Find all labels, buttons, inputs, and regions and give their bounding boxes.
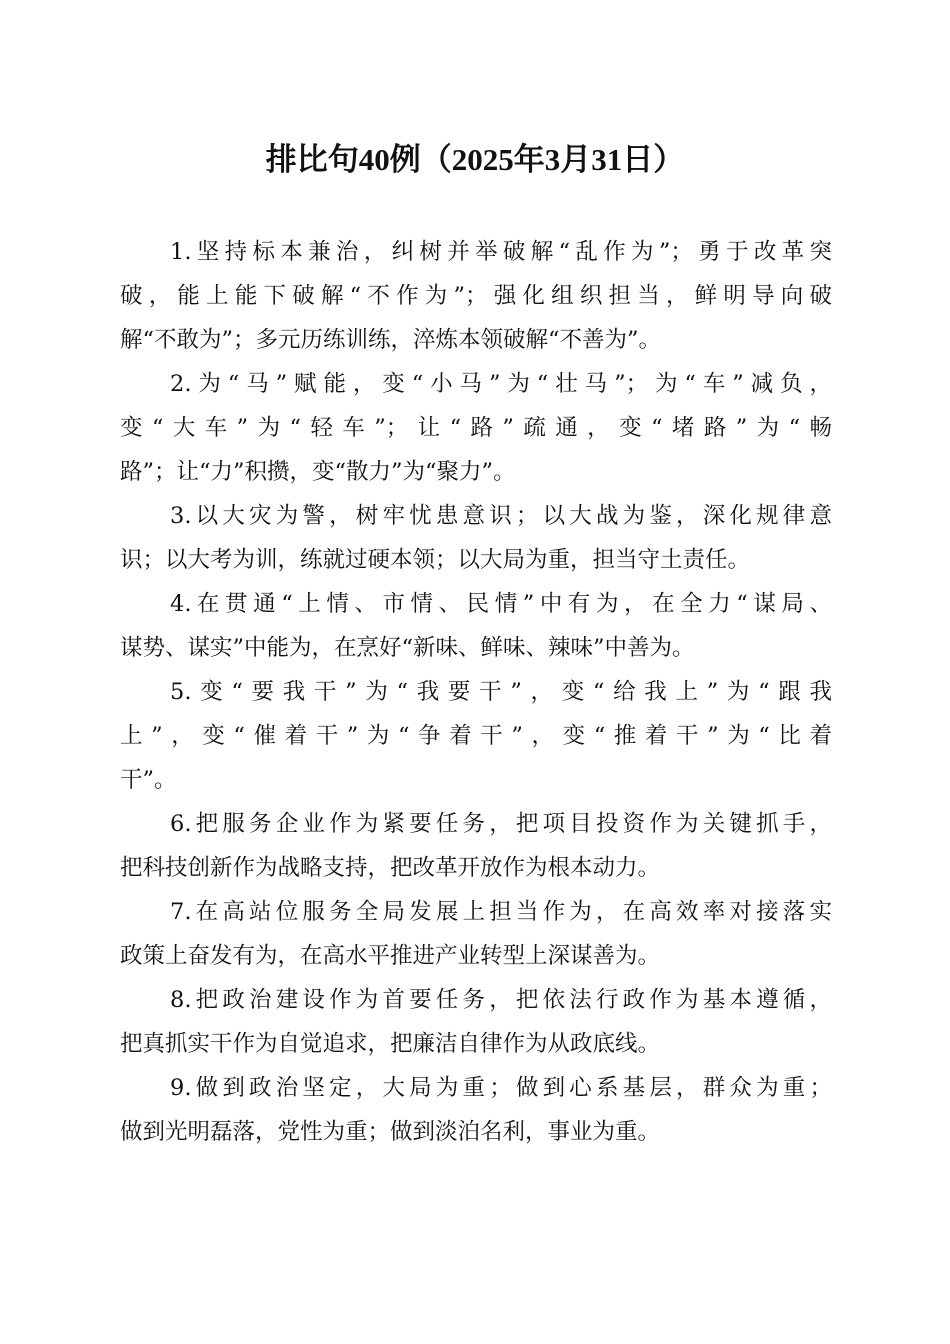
paragraph-line: 变“大车”为“轻车”；让“路”疏通，变“堵路”为“畅 [120, 415, 832, 441]
paragraph-line: 6.把服务企业作为紧要任务，把项目投资作为关键抓手， [170, 811, 832, 837]
paragraph-item [120, 978, 832, 1066]
paragraph-line: 5.变“要我干”为“我要干”，变“给我上”为“跟我 [170, 679, 832, 705]
paragraph-line: 把科技创新作为战略支持，把改革开放作为根本动力。 [120, 855, 661, 881]
paragraph-line: 识；以大考为训，练就过硬本领；以大局为重，担当守土责任。 [120, 547, 751, 573]
paragraph-item [120, 494, 832, 582]
paragraph-item [120, 670, 832, 802]
paragraph-line: 3.以大灾为警，树牢忧患意识；以大战为鉴，深化规律意 [170, 503, 832, 529]
paragraph-line: 解“不敢为”；多元历练训练，淬炼本领破解“不善为”。 [120, 327, 662, 353]
paragraph-line: 政策上奋发有为，在高水平推进产业转型上深谋善为。 [120, 943, 661, 969]
paragraph-item [120, 362, 832, 494]
paragraph-line: 干”。 [120, 767, 177, 793]
document-body [120, 230, 832, 1154]
document-title: 排比句40例（2025年3月31日） [265, 142, 685, 177]
paragraph-line: 2.为“马”赋能，变“小马”为“壮马”；为“车”减负， [170, 371, 832, 397]
paragraph-line: 路”；让“力”积攒，变“散力”为“聚力”。 [120, 459, 516, 485]
paragraph-line: 4.在贯通“上情、市情、民情”中有为，在全力“谋局、 [170, 591, 832, 617]
paragraph-line: 谋势、谋实”中能为，在烹好“新味、鲜味、辣味”中善为。 [120, 635, 695, 661]
paragraph-item [120, 582, 832, 670]
paragraph-line: 破，能上能下破解“不作为”；强化组织担当，鲜明导向破 [120, 283, 832, 309]
paragraph-item [120, 230, 832, 362]
paragraph-line: 上”，变“催着干”为“争着干”，变“推着干”为“比着 [120, 723, 832, 749]
paragraph-line: 7.在高站位服务全局发展上担当作为，在高效率对接落实 [170, 899, 832, 925]
paragraph-item [120, 802, 832, 890]
paragraph-line: 8.把政治建设作为首要任务，把依法行政作为基本遵循， [170, 987, 832, 1013]
paragraph-item [120, 890, 832, 978]
paragraph-line: 把真抓实干作为自觉追求，把廉洁自律作为从政底线。 [120, 1031, 661, 1057]
paragraph-line: 做到光明磊落，党性为重；做到淡泊名利，事业为重。 [120, 1119, 661, 1145]
paragraph-item [120, 1066, 832, 1154]
paragraph-line: 9.做到政治坚定，大局为重；做到心系基层，群众为重； [170, 1075, 832, 1101]
paragraph-line: 1.坚持标本兼治，纠树并举破解“乱作为”；勇于改革突 [170, 239, 832, 265]
